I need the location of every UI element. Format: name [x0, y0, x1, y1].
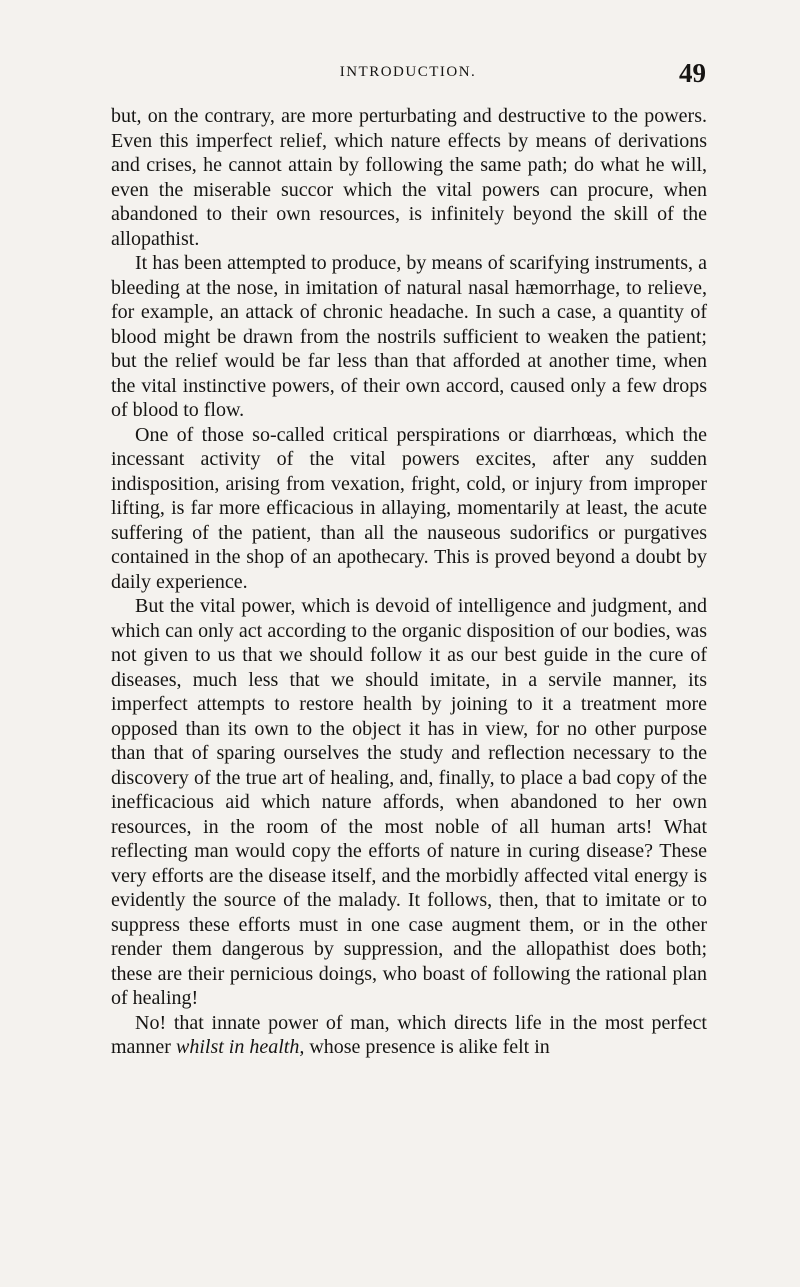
paragraph-1: but, on the contrary, are more perturbating and destructive to the powers. Even this imperfect relief, which nature effects by means of derivations and crises, he cannot attain by following the same path; do what he will, even the miserable succor which the vital powers can procure, when abandoned to their own resources, is infinitely beyond the skill of the allopathist.	[111, 105, 707, 250]
paragraph-5-emphasis: whilst in health,	[175, 1036, 305, 1058]
paragraph-5-lead: No! that innate power of man, which directs life in the most perfect manner	[111, 1011, 707, 1058]
paragraph-4: But the vital power, which is devoid of intelligence and judgment, and which can only act according to the organic disposition of our bodies, was not given to us that we should follow it as our best guide in the cure of diseases, much less that we should imitate, in a servile manner, its imperfect attempts to restore health by joining to it a treatment more opposed than its own to the object it has in view, for no other purpose than that of sparing ourselves the study and reflection necessary to the discovery of the true art of healing, and, finally, to place a bad copy of the inefficacious aid which nature affords, when abandoned to her own resources, in the room of the most noble of all human arts! What reflecting man would copy the efforts of nature in curing disease? These very efforts are the disease itself, and the morbidly affected vital energy is evidently the source of the malady. It follows, then, that to imitate or to suppress these efforts must in one case augment them, or in the other render them dangerous by suppression, and the allopathist does both; these are their pernicious doings, who boast of following the rational plan of healing!	[111, 595, 707, 1009]
paragraph-2: It has been attempted to produce, by means of scarifying instruments, a bleeding at the nose, in imitation of natural nasal hæmorrhage, to relieve, for example, an attack of chronic headache. In such a case, a quantity of blood might be drawn from the nostrils sufficient to weaken the patient; but the relief would be far less than that afforded at another time, when the vital instinctive powers, of their own accord, caused only a few drops of blood to flow.	[111, 252, 707, 421]
paragraph-5	[111, 1011, 707, 1060]
page-number: 49	[679, 58, 706, 88]
body-text	[111, 104, 707, 1060]
paragraph-5-tail: whose presence is alike felt in	[304, 1036, 550, 1058]
paragraph-3: One of those so-called critical perspirations or diarrhœas, which the incessant activity of the vital powers excites, after any sudden indisposition, arising from vexation, fright, cold, or injury from improper lifting, is far more efficacious in allaying, momentarily at least, the acute suffering of the patient, than all the nauseous sudorifics or purgatives contained in the shop of an apothecary. This is proved beyond a doubt by daily experience.	[111, 423, 707, 593]
running-title: INTRODUCTION.	[339, 64, 477, 80]
running-head	[110, 60, 706, 90]
